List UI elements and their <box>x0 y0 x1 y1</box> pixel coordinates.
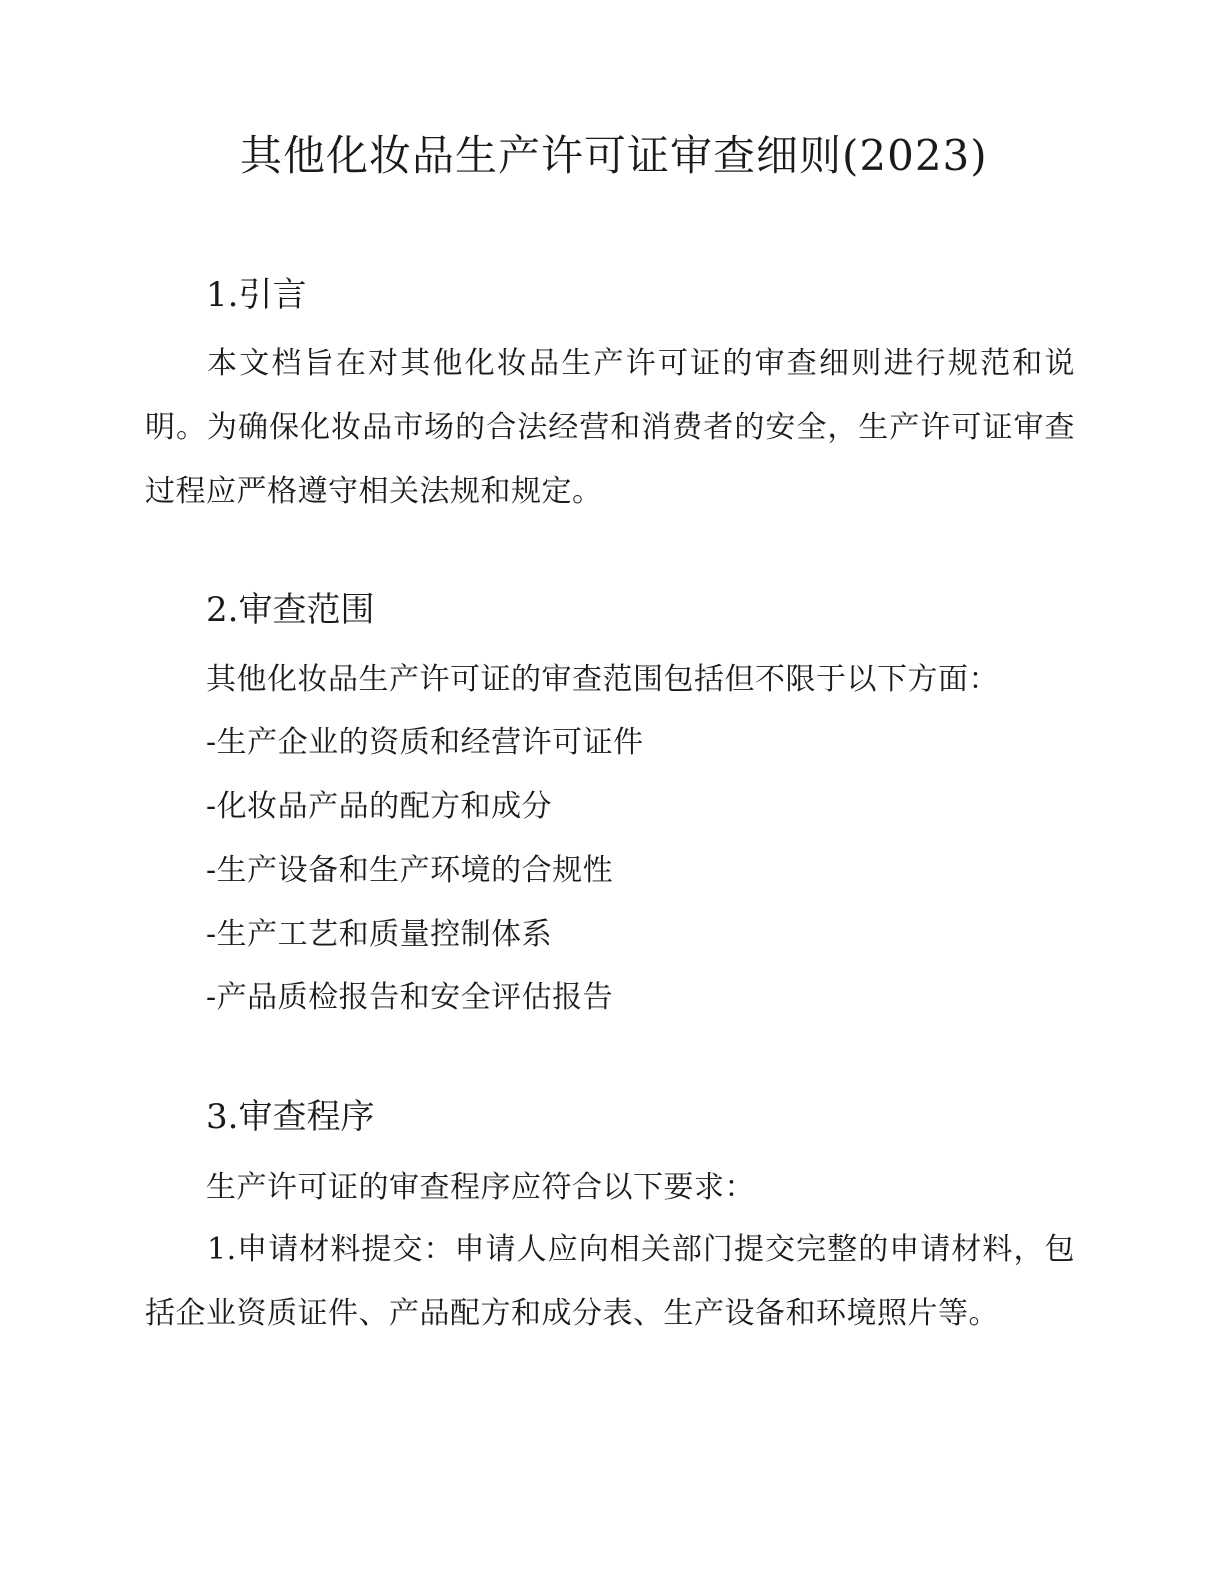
scope-list-item: -化妆品产品的配方和成分 <box>206 789 553 824</box>
section-heading-introduction: 1.引言 <box>206 275 307 315</box>
procedure-intro: 生产许可证的审查程序应符合以下要求： <box>206 1170 755 1205</box>
procedure-step-paragraph: 1.申请材料提交：申请人应向相关部门提交完整的申请材料，包括企业资质证件、产品配方和成分表、生产设备和环境照片等。 <box>145 1232 1075 1331</box>
scope-intro: 其他化妆品生产许可证的审查范围包括但不限于以下方面： <box>206 662 999 697</box>
scope-list-item: -生产工艺和质量控制体系 <box>206 917 553 952</box>
document-title: 其他化妆品生产许可证审查细则(2023) <box>240 131 988 180</box>
scope-list-item: -生产企业的资质和经营许可证件 <box>206 725 644 760</box>
section-heading-scope: 2.审查范围 <box>206 590 375 630</box>
scope-list-item: -生产设备和生产环境的合规性 <box>206 853 614 888</box>
introduction-paragraph: 本文档旨在对其他化妆品生产许可证的审查细则进行规范和说明。为确保化妆品市场的合法经营和消费者的安全，生产许可证审查过程应严格遵守相关法规和规定。 <box>145 346 1075 509</box>
scope-list-item: -产品质检报告和安全评估报告 <box>206 980 614 1015</box>
section-heading-procedure: 3.审查程序 <box>206 1097 375 1137</box>
